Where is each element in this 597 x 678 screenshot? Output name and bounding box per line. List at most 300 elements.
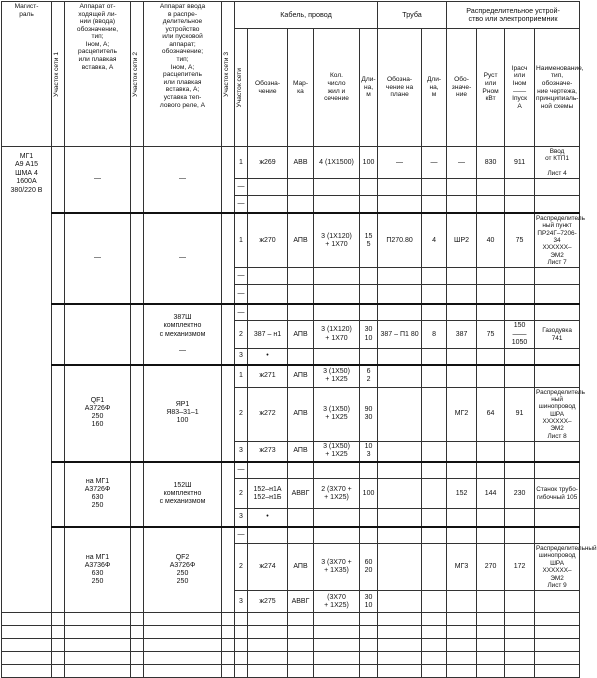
- pipe-length: [422, 348, 447, 365]
- empty-cell: [65, 613, 131, 626]
- device-current: 172: [505, 544, 535, 591]
- empty-cell: [222, 665, 235, 678]
- device-designation: [447, 509, 477, 527]
- device-current: [505, 365, 535, 387]
- empty-cell: [222, 639, 235, 652]
- pipe-length: [422, 304, 447, 321]
- header-cable-brand: Мар- ка: [288, 29, 314, 147]
- cable-length: 30 10: [360, 591, 378, 613]
- net-section-number: —: [235, 196, 248, 213]
- device-power: [477, 591, 505, 613]
- empty-cell: [422, 613, 447, 626]
- empty-cell: [288, 665, 314, 678]
- cable-brand: АПВ: [288, 387, 314, 442]
- outgoing-device-cell: QF1 А3726Ф 250 160: [65, 365, 131, 462]
- empty-cell: [65, 626, 131, 639]
- empty-cell: [131, 613, 144, 626]
- header-cable-cores: Кол. число жил и сечение: [314, 29, 360, 147]
- cable-designation: ж271: [248, 365, 288, 387]
- pipe-length: [422, 365, 447, 387]
- section2-cell: [131, 462, 144, 527]
- device-power: [477, 304, 505, 321]
- empty-cell: [378, 626, 422, 639]
- cable-designation: [248, 196, 288, 213]
- header-section2: Участок сети 2: [131, 2, 144, 147]
- empty-cell: [314, 665, 360, 678]
- outgoing-device-cell: на МГ1 А3726Ф 630 250: [65, 462, 131, 527]
- device-designation: [447, 268, 477, 285]
- pipe-designation: [378, 544, 422, 591]
- empty-cell: [378, 639, 422, 652]
- device-current: [505, 196, 535, 213]
- cable-brand: АПВ: [288, 365, 314, 387]
- cable-brand: [288, 462, 314, 479]
- section3-cell: [222, 147, 235, 213]
- empty-cell: [477, 639, 505, 652]
- pipe-designation: П270.80: [378, 213, 422, 268]
- pipe-length: [422, 509, 447, 527]
- pipe-length: [422, 479, 447, 509]
- net-section-number: 2: [235, 387, 248, 442]
- pipe-designation: [378, 479, 422, 509]
- header-distribution-group: Распределительное устрой- ство или электроприемник: [447, 2, 580, 29]
- cable-designation: ж274: [248, 544, 288, 591]
- cable-length: 90 30: [360, 387, 378, 442]
- device-power: 40: [477, 213, 505, 268]
- device-name: [535, 365, 580, 387]
- device-power: [477, 365, 505, 387]
- cable-cores: 3 (1Х120) + 1Х70: [314, 321, 360, 348]
- section3-cell: [222, 462, 235, 527]
- cable-cores: 3 (1Х120) + 1Х70: [314, 213, 360, 268]
- cable-length: 6 2: [360, 365, 378, 387]
- device-name: [535, 179, 580, 196]
- device-power: [477, 348, 505, 365]
- empty-cell: [314, 652, 360, 665]
- section3-cell: [222, 365, 235, 462]
- empty-cell: [131, 626, 144, 639]
- cable-designation: [248, 462, 288, 479]
- cable-length: [360, 509, 378, 527]
- empty-cell: [144, 652, 222, 665]
- input-device-cell: ЯР1 Я83–31–1 100: [144, 365, 222, 462]
- device-current: 911: [505, 147, 535, 179]
- device-power: [477, 268, 505, 285]
- pipe-length: [422, 285, 447, 304]
- pipe-designation: [378, 509, 422, 527]
- empty-cell: [65, 639, 131, 652]
- empty-cell: [288, 652, 314, 665]
- empty-cell: [235, 665, 248, 678]
- header-section3: Участок сети 3: [222, 2, 235, 147]
- empty-cell: [360, 626, 378, 639]
- pipe-length: [422, 591, 447, 613]
- empty-cell: [131, 652, 144, 665]
- empty-cell: [52, 652, 65, 665]
- empty-cell: [235, 626, 248, 639]
- device-designation: МГ3: [447, 544, 477, 591]
- device-name: [535, 285, 580, 304]
- device-designation: [447, 285, 477, 304]
- cable-length: 100: [360, 479, 378, 509]
- section2-cell: [131, 147, 144, 213]
- empty-cell: [2, 652, 52, 665]
- empty-row: [2, 639, 580, 652]
- net-section-number: —: [235, 285, 248, 304]
- header-pipe-designation: Обозна- чение на плане: [378, 29, 422, 147]
- device-current: [505, 179, 535, 196]
- device-designation: [447, 196, 477, 213]
- cable-brand: АПВ: [288, 544, 314, 591]
- device-name: [535, 527, 580, 544]
- pipe-length: [422, 527, 447, 544]
- cable-length: 30 10: [360, 321, 378, 348]
- table-row: [2, 527, 580, 544]
- net-section-number: 1: [235, 147, 248, 179]
- cable-length: 10 3: [360, 442, 378, 462]
- cable-designation: ж270: [248, 213, 288, 268]
- device-name: [535, 268, 580, 285]
- device-designation: ШР2: [447, 213, 477, 268]
- table-row: [2, 462, 580, 479]
- net-section-number: —: [235, 179, 248, 196]
- table-row: [2, 365, 580, 387]
- device-name: Станок трубо- гибочный 105: [535, 479, 580, 509]
- device-power: [477, 179, 505, 196]
- cable-length: [360, 268, 378, 285]
- cable-designation: 152–н1А 152–н1Б: [248, 479, 288, 509]
- cable-cores: 3 (1Х50) + 1Х25: [314, 442, 360, 462]
- empty-cell: [477, 613, 505, 626]
- pipe-length: 4: [422, 213, 447, 268]
- device-name: [535, 591, 580, 613]
- cable-cores: [314, 196, 360, 213]
- header-device-name: Наименование, тип, обозначе- ние чертежа, принципиаль- ной схемы: [535, 29, 580, 147]
- device-designation: [447, 365, 477, 387]
- empty-cell: [2, 613, 52, 626]
- cable-designation: [248, 268, 288, 285]
- net-section-number: 3: [235, 348, 248, 365]
- empty-cell: [248, 652, 288, 665]
- empty-cell: [235, 652, 248, 665]
- empty-row: [2, 652, 580, 665]
- device-designation: —: [447, 147, 477, 179]
- empty-cell: [378, 613, 422, 626]
- empty-cell: [505, 652, 535, 665]
- empty-cell: [422, 626, 447, 639]
- cable-length: [360, 348, 378, 365]
- input-device-cell: —: [144, 147, 222, 213]
- empty-cell: [222, 652, 235, 665]
- device-current: [505, 285, 535, 304]
- cable-length: [360, 179, 378, 196]
- net-section-number: 2: [235, 321, 248, 348]
- header-input-device: Аппарат ввода в распре- делительное устройство или пусковой аппарат; обозначение; тип; Iном, А; расцепитель или плавкая вставка, А; уставка теп- лового реле, А: [144, 2, 222, 147]
- cable-brand: АПВ: [288, 213, 314, 268]
- empty-cell: [131, 639, 144, 652]
- device-current: 230: [505, 479, 535, 509]
- cable-designation: ж269: [248, 147, 288, 179]
- section1-cell: [52, 365, 65, 462]
- net-section-number: —: [235, 462, 248, 479]
- cable-brand: АВВГ: [288, 591, 314, 613]
- pipe-designation: [378, 442, 422, 462]
- cable-designation: ж272: [248, 387, 288, 442]
- mainline-label: А9 А15: [15, 161, 38, 169]
- empty-cell: [2, 626, 52, 639]
- device-power: [477, 285, 505, 304]
- pipe-length: [422, 387, 447, 442]
- device-power: 64: [477, 387, 505, 442]
- cable-cores: [314, 509, 360, 527]
- mainline-cell: [2, 147, 52, 613]
- device-power: 75: [477, 321, 505, 348]
- outgoing-device-cell: на МГ1 А3736Ф 630 250: [65, 527, 131, 613]
- pipe-designation: [378, 268, 422, 285]
- pipe-length: [422, 196, 447, 213]
- device-designation: [447, 527, 477, 544]
- empty-cell: [447, 626, 477, 639]
- pipe-length: [422, 544, 447, 591]
- pipe-designation: [378, 285, 422, 304]
- empty-cell: [144, 613, 222, 626]
- device-name: Газодувка 741: [535, 321, 580, 348]
- cable-cores: [314, 268, 360, 285]
- cable-cores: [314, 527, 360, 544]
- net-section-number: —: [235, 527, 248, 544]
- header-device-power: Pуст или Pном кВт: [477, 29, 505, 147]
- device-designation: [447, 179, 477, 196]
- cable-designation: [248, 179, 288, 196]
- table-row: [2, 304, 580, 321]
- empty-cell: [65, 652, 131, 665]
- empty-cell: [288, 626, 314, 639]
- empty-cell: [52, 613, 65, 626]
- empty-cell: [222, 626, 235, 639]
- empty-cell: [422, 665, 447, 678]
- cable-brand: [288, 509, 314, 527]
- device-name: [535, 348, 580, 365]
- cable-length: [360, 527, 378, 544]
- empty-cell: [235, 613, 248, 626]
- mainline-label: ШМА 4: [15, 169, 38, 177]
- net-section-number: 3: [235, 509, 248, 527]
- cable-brand: [288, 348, 314, 365]
- section1-cell: [52, 304, 65, 365]
- device-power: 830: [477, 147, 505, 179]
- header-section1: Участок сети 1: [52, 2, 65, 147]
- device-power: [477, 527, 505, 544]
- empty-cell: [144, 626, 222, 639]
- cable-brand: [288, 527, 314, 544]
- empty-cell: [52, 626, 65, 639]
- empty-cell: [477, 626, 505, 639]
- device-name: [535, 462, 580, 479]
- header-cable-designation: Обозна- чение: [248, 29, 288, 147]
- empty-cell: [477, 665, 505, 678]
- net-section-number: 1: [235, 213, 248, 268]
- cable-cores: [314, 179, 360, 196]
- device-name: Распределитель ный шинопровод ШРА ХХХХХХ–ЭМ2 Лист 8: [536, 388, 585, 440]
- empty-cell: [52, 665, 65, 678]
- empty-cell: [505, 613, 535, 626]
- cable-cores: 3 (1Х50) + 1Х25: [314, 387, 360, 442]
- empty-cell: [2, 665, 52, 678]
- empty-cell: [360, 652, 378, 665]
- device-current: [505, 462, 535, 479]
- empty-cell: [248, 626, 288, 639]
- device-name: Распределитель ный пункт ПР24Г–7206-34 ХХХХХХ–ЭМ2 Лист 7: [536, 214, 585, 267]
- pipe-designation: [378, 196, 422, 213]
- cable-brand: [288, 268, 314, 285]
- empty-cell: [535, 613, 580, 626]
- empty-cell: [248, 613, 288, 626]
- pipe-designation: [378, 304, 422, 321]
- empty-cell: [360, 639, 378, 652]
- header-cable-group: Кабель, провод: [235, 2, 378, 29]
- empty-cell: [378, 665, 422, 678]
- device-power: [477, 196, 505, 213]
- empty-cell: [447, 652, 477, 665]
- device-current: 150 —— 1050: [505, 321, 535, 348]
- cable-cores: 3 (1Х50) + 1Х25: [314, 365, 360, 387]
- cable-designation: ж273: [248, 442, 288, 462]
- empty-cell: [288, 613, 314, 626]
- pipe-length: [422, 268, 447, 285]
- table-row: [2, 213, 580, 268]
- pipe-length: [422, 462, 447, 479]
- pipe-designation: [378, 387, 422, 442]
- cable-brand: [288, 179, 314, 196]
- input-device-cell: 152Ш комплектно с механизмом: [144, 462, 222, 527]
- schedule-body: [2, 147, 597, 678]
- cable-length: 100: [360, 147, 378, 179]
- empty-cell: [314, 639, 360, 652]
- cable-brand: АВВ: [288, 147, 314, 179]
- pipe-length: [422, 179, 447, 196]
- empty-cell: [52, 639, 65, 652]
- empty-cell: [535, 626, 580, 639]
- empty-cell: [360, 613, 378, 626]
- empty-cell: [360, 665, 378, 678]
- header-pipe-length: Дли- на, м: [422, 29, 447, 147]
- device-name: Ввод от КТП1 Лист 4: [535, 147, 580, 179]
- device-name: [535, 304, 580, 321]
- section2-cell: [131, 304, 144, 365]
- cable-cores: [314, 304, 360, 321]
- pipe-designation: [378, 462, 422, 479]
- cable-designation: ж275: [248, 591, 288, 613]
- empty-cell: [314, 613, 360, 626]
- cable-length: [360, 304, 378, 321]
- net-section-number: 3: [235, 442, 248, 462]
- header-main: Магист- раль: [2, 2, 52, 147]
- device-designation: [447, 348, 477, 365]
- device-current: [505, 527, 535, 544]
- cable-cores: [314, 462, 360, 479]
- device-designation: [447, 442, 477, 462]
- section1-cell: [52, 147, 65, 213]
- device-name: [535, 442, 580, 462]
- pipe-designation: [378, 348, 422, 365]
- device-current: [505, 304, 535, 321]
- empty-cell: [144, 639, 222, 652]
- device-current: 91: [505, 387, 535, 442]
- empty-cell: [505, 665, 535, 678]
- section2-cell: [131, 527, 144, 613]
- empty-cell: [535, 639, 580, 652]
- section2-cell: [131, 213, 144, 304]
- empty-row: [2, 626, 580, 639]
- empty-cell: [131, 665, 144, 678]
- input-device-cell: 387Ш комплектно с механизмом —: [144, 304, 222, 365]
- net-section-number: 1: [235, 365, 248, 387]
- device-name: Распределительный шинопровод ШРА ХХХХХХ–ЭМ2 Лист 9: [536, 545, 597, 589]
- mainline-label: МГ1: [19, 153, 34, 160]
- mainline-label: 380/220 В: [10, 186, 43, 194]
- empty-cell: [248, 639, 288, 652]
- cable-brand: [288, 285, 314, 304]
- empty-cell: [447, 613, 477, 626]
- cable-brand: АВВГ: [288, 479, 314, 509]
- pipe-length: [422, 442, 447, 462]
- empty-cell: [447, 665, 477, 678]
- empty-cell: [2, 639, 52, 652]
- device-power: [477, 462, 505, 479]
- net-section-number: —: [235, 304, 248, 321]
- empty-cell: [505, 626, 535, 639]
- cable-brand: АПВ: [288, 442, 314, 462]
- device-designation: 387: [447, 321, 477, 348]
- net-section-number: —: [235, 268, 248, 285]
- pipe-designation: [378, 591, 422, 613]
- header-cable-length: Дли- на, м: [360, 29, 378, 147]
- table-row: [2, 147, 580, 179]
- section1-cell: [52, 527, 65, 613]
- cable-brand: АПВ: [288, 321, 314, 348]
- input-device-cell: —: [144, 213, 222, 304]
- device-current: [505, 509, 535, 527]
- empty-cell: [288, 639, 314, 652]
- mainline-label: 1600А: [16, 178, 37, 186]
- net-section-number: 3: [235, 591, 248, 613]
- cable-length: 60 20: [360, 544, 378, 591]
- section2-cell: [131, 365, 144, 462]
- pipe-designation: 387 – П1 80: [378, 321, 422, 348]
- empty-cell: [235, 639, 248, 652]
- header-device-current: Iрасч или Iном —— Iпуск А: [505, 29, 535, 147]
- input-device-cell: QF2 А3726Ф 250 250: [144, 527, 222, 613]
- pipe-designation: —: [378, 147, 422, 179]
- empty-cell: [144, 665, 222, 678]
- cable-cores: 4 (1Х1500): [314, 147, 360, 179]
- section1-cell: [52, 462, 65, 527]
- section3-cell: [222, 304, 235, 365]
- outgoing-device-cell: —: [65, 147, 131, 213]
- header-net-section: Участок сети: [235, 29, 248, 147]
- empty-cell: [378, 652, 422, 665]
- device-name: [535, 509, 580, 527]
- device-power: 144: [477, 479, 505, 509]
- pipe-designation: [378, 365, 422, 387]
- device-power: [477, 442, 505, 462]
- section3-cell: [222, 213, 235, 304]
- empty-cell: [477, 652, 505, 665]
- empty-cell: [314, 626, 360, 639]
- empty-row: [2, 665, 580, 678]
- device-current: [505, 591, 535, 613]
- wiring-schedule-table: [1, 1, 597, 678]
